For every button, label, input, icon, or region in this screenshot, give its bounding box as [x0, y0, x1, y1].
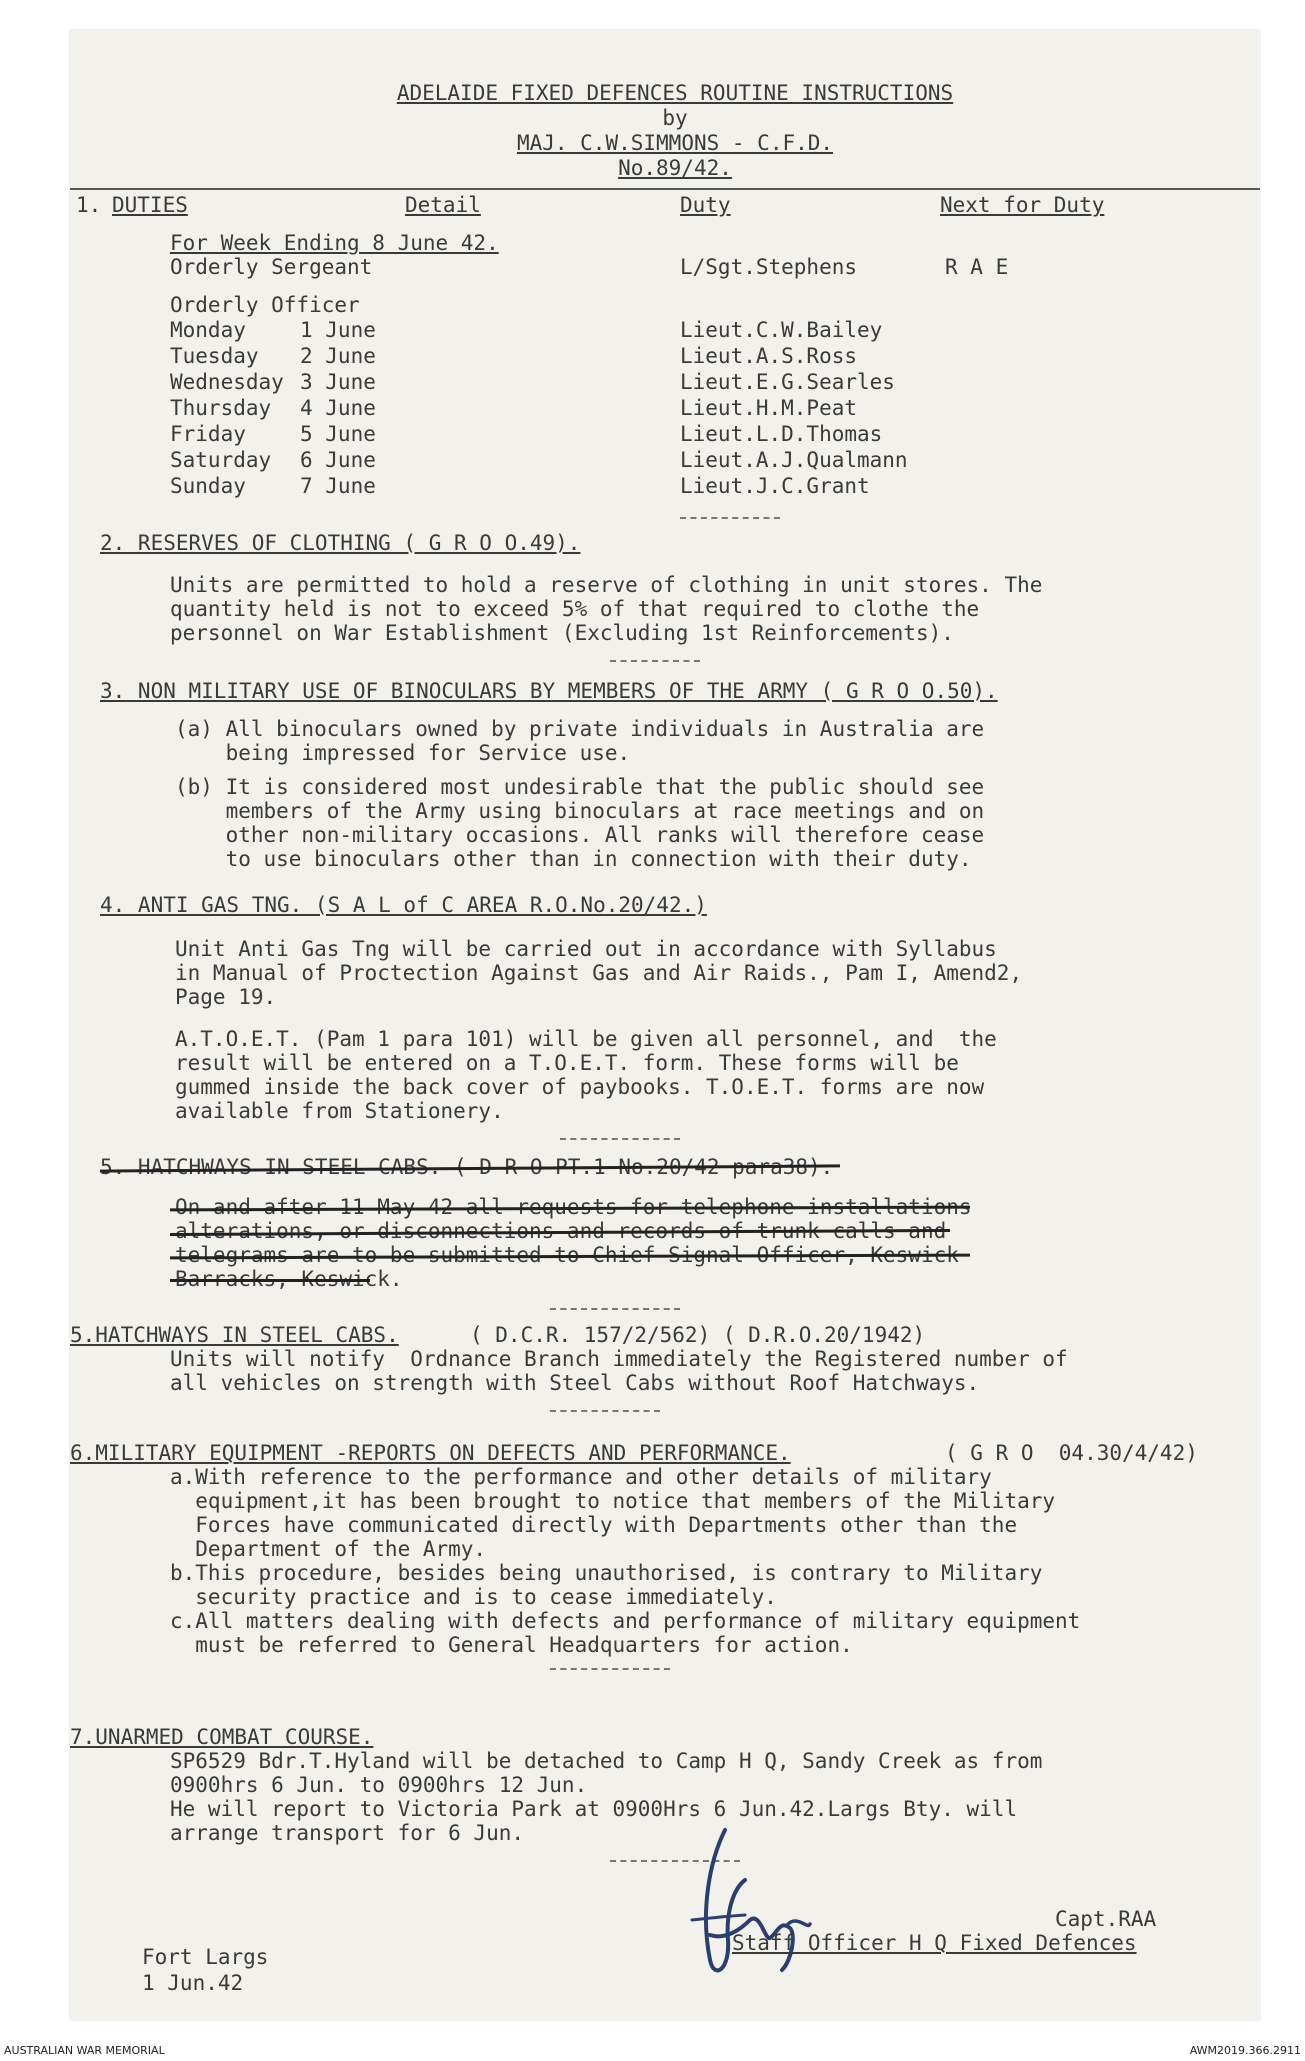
- section-number: 1.: [76, 193, 102, 217]
- strike-line: [170, 1279, 370, 1282]
- roster-day: Sunday: [170, 474, 246, 498]
- struck-line: Barracks, Keswick.: [175, 1267, 403, 1291]
- orderly-sergeant-name: L/Sgt.Stephens: [680, 255, 858, 279]
- paragraph-line: A.T.O.E.T. (Pam 1 para 101) will be given all personnel, and the: [175, 1027, 997, 1051]
- roster-date: 4 June: [300, 396, 376, 420]
- divider: [560, 1138, 680, 1140]
- paragraph-line: available from Stationery.: [175, 1099, 504, 1123]
- orderly-sergeant-label: Orderly Sergeant: [170, 255, 373, 279]
- instruction-number: No.89/42.: [618, 156, 732, 180]
- paragraph-line: arrange transport for 6 Jun.: [170, 1821, 525, 1845]
- paragraph-line: gummed inside the back cover of paybooks. T.O.E.T. forms are now: [175, 1075, 985, 1099]
- roster-officer-name: Lieut.L.D.Thomas: [680, 422, 883, 446]
- paragraph-line: equipment,it has been brought to notice that members of the Military: [170, 1489, 1056, 1513]
- paragraph-line: Forces have communicated directly with Departments other than the: [170, 1513, 1018, 1537]
- roster-day: Friday: [170, 422, 246, 446]
- paragraph-line: Page 19.: [175, 985, 277, 1009]
- section-reference: ( G R O 04.30/4/42): [945, 1441, 1198, 1465]
- paragraph-line: result will be entered on a T.O.E.T. form. These forms will be: [175, 1051, 959, 1075]
- roster-date: 7 June: [300, 474, 376, 498]
- commander-line: MAJ. C.W.SIMMONS - C.F.D.: [516, 131, 834, 155]
- roster-officer-name: Lieut.E.G.Searles: [680, 370, 895, 394]
- roster-officer-name: Lieut.H.M.Peat: [680, 396, 858, 420]
- signatory-office: Staff Officer H Q Fixed Defences: [732, 1931, 1137, 1955]
- signatory-rank: Capt.RAA: [1055, 1907, 1157, 1931]
- divider: [550, 1410, 660, 1412]
- struck-line: alterations, or disconnections and records of trunk calls and: [175, 1219, 947, 1243]
- item-a-line: being impressed for Service use.: [175, 741, 631, 765]
- divider: [610, 660, 700, 662]
- roster-date: 3 June: [300, 370, 376, 394]
- roster-day: Monday: [170, 318, 246, 342]
- struck-heading: 5. HATCHWAYS IN STEEL CABS. ( D R O PT.1 No.20/42 para38).: [100, 1155, 834, 1179]
- paragraph-line: SP6529 Bdr.T.Hyland will be detached to Camp H Q, Sandy Creek as from: [170, 1749, 1043, 1773]
- section-heading: 2. RESERVES OF CLOTHING ( G R O O.49).: [100, 531, 581, 555]
- issue-date: 1 Jun.42: [142, 1971, 244, 1995]
- roster-day: Tuesday: [170, 344, 259, 368]
- orderly-sergeant-unit: R A E: [945, 255, 1009, 279]
- divider: [680, 517, 780, 519]
- roster-officer-name: Lieut.A.J.Qualmann: [680, 448, 908, 472]
- section-references: ( D.C.R. 157/2/562) ( D.R.O.20/1942): [470, 1323, 926, 1347]
- paragraph-line: all vehicles on strength with Steel Cabs without Roof Hatchways.: [170, 1371, 980, 1395]
- item-b-line: other non-military occasions. All ranks will therefore cease: [175, 823, 985, 847]
- week-ending: For Week Ending 8 June 42.: [170, 231, 499, 255]
- col-duty: Duty: [680, 193, 731, 217]
- roster-date: 5 June: [300, 422, 376, 446]
- roster-date: 1 June: [300, 318, 376, 342]
- divider: [550, 1668, 670, 1670]
- roster-day: Wednesday: [170, 370, 284, 394]
- document-title: ADELAIDE FIXED DEFENCES ROUTINE INSTRUCTIONS: [396, 81, 954, 105]
- paragraph-line: in Manual of Proctection Against Gas and Air Raids., Pam I, Amend2,: [175, 961, 1023, 985]
- struck-line: telegrams are to be submitted to Chief Signal Officer, Keswick: [175, 1243, 959, 1267]
- archive-credit: AUSTRALIAN WAR MEMORIAL: [4, 2044, 165, 2057]
- roster-officer-name: Lieut.C.W.Bailey: [680, 318, 883, 342]
- col-next-for-duty: Next for Duty: [940, 193, 1105, 217]
- item-a-line: (a) All binoculars owned by private individuals in Australia are: [175, 717, 985, 741]
- col-detail: Detail: [405, 193, 481, 217]
- section-heading: 5.HATCHWAYS IN STEEL CABS.: [70, 1323, 399, 1347]
- paragraph-line: 0900hrs 6 Jun. to 0900hrs 12 Jun.: [170, 1773, 588, 1797]
- paragraph-line: must be referred to General Headquarters for action.: [170, 1633, 853, 1657]
- paragraph-line: Department of the Army.: [170, 1537, 487, 1561]
- paragraph-line: b.This procedure, besides being unauthorised, is contrary to Military: [170, 1561, 1043, 1585]
- archive-accession-number: AWM2019.366.2911: [1189, 2044, 1301, 2057]
- orderly-officer-label: Orderly Officer: [170, 293, 360, 317]
- struck-line: On and after 11 May 42 all requests for telephone installations: [175, 1195, 972, 1219]
- paragraph-line: quantity held is not to exceed 5% of that required to clothe the: [170, 597, 980, 621]
- paragraph-line: Unit Anti Gas Tng will be carried out in accordance with Syllabus: [175, 937, 997, 961]
- item-b-line: members of the Army using binoculars at race meetings and on: [175, 799, 985, 823]
- section-heading: 6.MILITARY EQUIPMENT -REPORTS ON DEFECTS AND PERFORMANCE.: [70, 1441, 791, 1465]
- paragraph-line: a.With reference to the performance and other details of military: [170, 1465, 992, 1489]
- handwritten-signature: [670, 1820, 900, 2000]
- divider: [550, 1308, 680, 1310]
- paragraph-line: security practice and is to cease immediately.: [170, 1585, 777, 1609]
- section-heading: 3. NON MILITARY USE OF BINOCULARS BY MEMBERS OF THE ARMY ( G R O O.50).: [100, 679, 998, 703]
- issue-place: Fort Largs: [142, 1945, 269, 1969]
- item-b-line: (b) It is considered most undesirable that the public should see: [175, 775, 985, 799]
- section-heading: 4. ANTI GAS TNG. (S A L of C AREA R.O.No.20/42.): [100, 893, 707, 917]
- document-sheet: [70, 30, 1260, 2020]
- roster-officer-name: Lieut.A.S.Ross: [680, 344, 858, 368]
- by-line: by: [662, 106, 688, 130]
- roster-date: 2 June: [300, 344, 376, 368]
- section-heading: 7.UNARMED COMBAT COURSE.: [70, 1725, 374, 1749]
- roster-date: 6 June: [300, 448, 376, 472]
- paragraph-line: Units are permitted to hold a reserve of clothing in unit stores. The: [170, 573, 1043, 597]
- roster-day: Thursday: [170, 396, 272, 420]
- paragraph-line: c.All matters dealing with defects and performance of military equipment: [170, 1609, 1081, 1633]
- paragraph-line: Units will notify Ordnance Branch immediately the Registered number of: [170, 1347, 1068, 1371]
- header-rule: [70, 188, 1260, 190]
- item-b-line: to use binoculars other than in connection with their duty.: [175, 847, 972, 871]
- roster-officer-name: Lieut.J.C.Grant: [680, 474, 870, 498]
- col-duties: DUTIES: [112, 193, 188, 217]
- paragraph-line: personnel on War Establishment (Excluding 1st Reinforcements).: [170, 621, 954, 645]
- roster-day: Saturday: [170, 448, 272, 472]
- paragraph-line: He will report to Victoria Park at 0900Hrs 6 Jun.42.Largs Bty. will: [170, 1797, 1018, 1821]
